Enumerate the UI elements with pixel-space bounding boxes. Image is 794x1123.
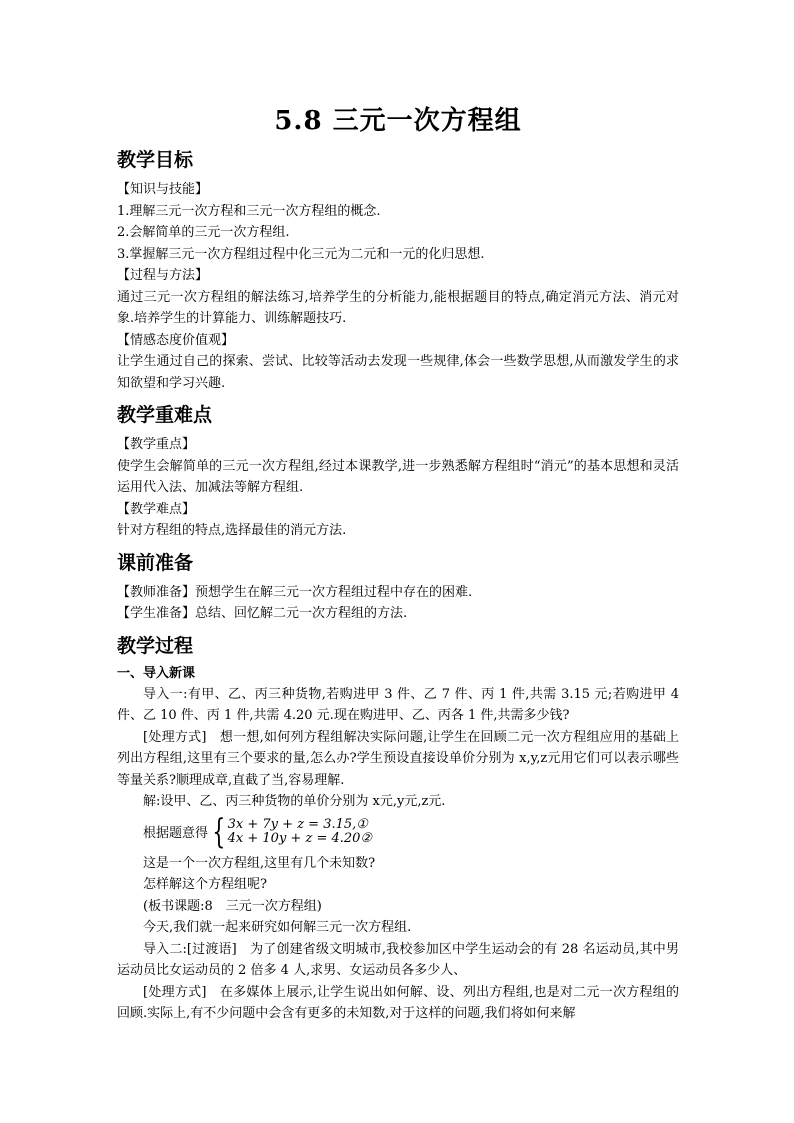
label-attitude: 【情感态度价值观】 [117,332,235,348]
intro-two: 导入二:[过渡语] 为了创建省级文明城市,我校参加区中学生运动会的有 28 名运动员,其中男运动员比女运动员的 2 倍多 4 人,求男、女运动员各多少人、 [117,941,679,978]
label-method: 【过程与方法】 [117,268,209,283]
intro-one: 导入一:有甲、乙、丙三种货物,若购进甲 3 件、乙 7 件、丙 1 件,共需 3.15 元;若购进甲 4 件、乙 10 件、丙 1 件,共需 4.20 元.现在购进甲、乙、丙各 1 件,共需多少钱? [117,686,679,723]
section-heading-key-points: 教学重难点 [117,404,213,426]
teacher-prep: 【教师准备】预想学生在解三元一次方程组过程中存在的困难. [117,584,473,600]
key-text: 使学生会解简单的三元一次方程组,经过本课教学,进一步熟悉解方程组时“消元”的基本思想和灵活运用代入法、加减法等解方程组. [117,458,679,495]
subsection-intro: 一、导入新课 [117,665,196,681]
question-2: 怎样解这个方程组呢? [143,877,267,892]
section-heading-preparation: 课前准备 [117,551,194,574]
equation-1: 3x + 7y + z = 3.15,① [227,816,368,832]
board-note: (板书课题:8 三元一次方程组) [143,898,322,914]
equation-2: 4x + 10y + z = 4.20② [227,830,373,846]
brace-symbol: { [212,811,226,852]
method-text: 通过三元一次方程组的解法练习,培养学生的分析能力,能根据题目的特点,确定消元方法、消元对象.培养学生的计算能力、训练解题技巧. [117,289,679,326]
section-heading-objectives: 教学目标 [117,149,194,171]
equation-system [117,811,679,852]
label-key: 【教学重点】 [117,437,196,452]
handling-1: [处理方式] 想一想,如何列方程组解决实际问题,让学生在回顾二元一次方程组应用的基础上列出方程组,这里有三个要求的量,怎么办?学生预设直接设单价分别为 x,y,z元用它们可以表示哪些等量关系?顺理成章,直截了当,容易理解. [117,729,679,788]
attitude-text: 让学生通过自己的探索、尝试、比较等活动去发现一些规律,体会一些数学思想,从而激发学生的求知欲望和学习兴趣. [117,354,679,391]
page-title: 5.8 三元一次方程组 [274,106,522,136]
equation-lead: 根据题意得 [143,826,209,841]
label-difficulty: 【教学难点】 [117,501,196,517]
document-body [117,145,679,1025]
handling-2: [处理方式] 在多媒体上展示,让学生说出如何解、设、列出方程组,也是对二元一次方程组的回顾.实际上,有不少问题中会含有更多的未知数,对于这样的问题,我们将如何来解 [117,984,679,1021]
section-heading-process: 教学过程 [117,634,194,657]
solution-setup: 解:设甲、乙、丙三种货物的单价分别为 x元,y元,z元. [143,794,446,809]
objective-3: 3.掌握解三元一次方程组过程中化三元为二元和一元的化归思想. [117,246,485,262]
label-knowledge: 【知识与技能】 [117,182,209,197]
question-1: 这是一个一次方程组,这里有几个未知数? [143,855,376,871]
difficulty-text: 针对方程组的特点,选择最佳的消元方法. [117,523,347,538]
student-prep: 【学生准备】总结、回忆解二元一次方程组的方法. [117,606,408,621]
objective-2: 2.会解简单的三元一次方程组. [117,225,290,240]
equations [228,818,372,846]
today-text: 今天,我们就一起来研究如何解三元一次方程组. [143,920,412,935]
objective-1: 1.理解三元一次方程和三元一次方程组的概念. [117,203,381,219]
